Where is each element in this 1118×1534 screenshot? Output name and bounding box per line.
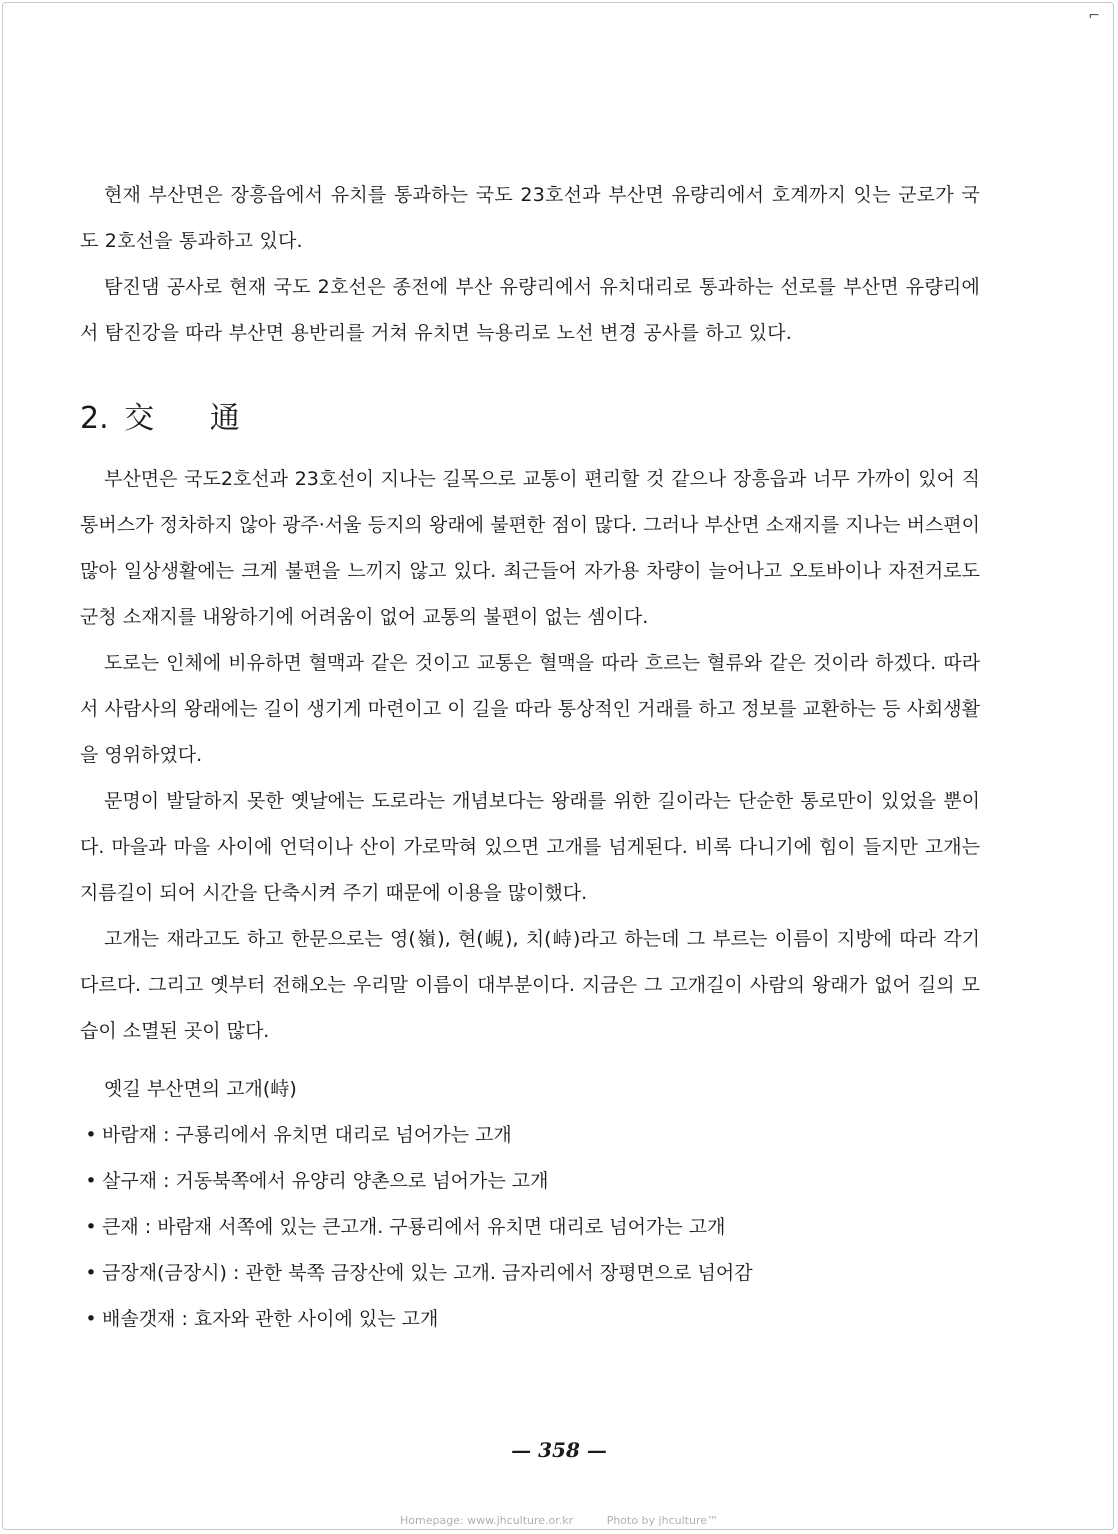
list-item — [80, 1112, 980, 1158]
list-item-text: 바람재 : 구룡리에서 유치면 대리로 넘어가는 고개 — [102, 1124, 512, 1146]
bullet-icon: • — [85, 1216, 97, 1238]
passes-heading: 옛길 부산면의 고개(峙) — [104, 1078, 297, 1100]
list-item-text: 살구재 : 거동북쪽에서 유양리 양촌으로 넘어가는 고개 — [102, 1170, 549, 1192]
footer — [0, 1514, 1118, 1527]
list-item-text: 큰재 : 바람재 서쪽에 있는 큰고개. 구룡리에서 유치면 대리로 넘어가는 고개 — [102, 1216, 726, 1238]
list-item — [80, 1158, 980, 1204]
list-item — [80, 1204, 980, 1250]
bullet-icon: • — [85, 1308, 97, 1330]
corner-mark: ⌐ — [1088, 8, 1100, 24]
footer-photo-credit: Photo by jhculture™ — [606, 1514, 718, 1527]
body-paragraph-1: 부산면은 국도2호선과 23호선이 지나는 길목으로 교통이 편리할 것 같으나 장흥읍과 너무 가까이 있어 직통버스가 정차하지 않아 광주·서울 등지의 왕래에 불편한 점이 많다. 그러나 부산면 소재지를 지나는 버스편이 많아 일상생활에는 크게 불편을 느끼지 않고 있다. 최근들어 자가용 차량이 늘어나고 오토바이나 자전거로도 군청 소재지를 내왕하기에 어려움이 없어 교통의 불편이 없는 셈이다. — [80, 468, 980, 628]
document-content — [80, 172, 980, 1342]
bullet-icon: • — [85, 1262, 97, 1284]
bullet-icon: • — [85, 1124, 97, 1146]
footer-homepage: Homepage: www.jhculture.or.kr — [399, 1514, 574, 1527]
section-title-char-2: 通 — [209, 401, 240, 436]
section-number: 2. — [80, 401, 109, 436]
intro-paragraph-2: 탐진댐 공사로 현재 국도 2호선은 종전에 부산 유량리에서 유치대리로 통과하는 선로를 부산면 유량리에서 탐진강을 따라 부산면 용반리를 거쳐 유치면 늑용리로 노선 변경 공사를 하고 있다. — [80, 276, 980, 344]
list-item-text: 금장재(금장시) : 관한 북쪽 금장산에 있는 고개. 금자리에서 장평면으로 넘어감 — [102, 1262, 753, 1284]
body-paragraph-3: 문명이 발달하지 못한 옛날에는 도로라는 개념보다는 왕래를 위한 길이라는 단순한 통로만이 있었을 뿐이다. 마을과 마을 사이에 언덕이나 산이 가로막혀 있으면 고개를 넘게된다. 비록 다니기에 힘이 들지만 고개는 지름길이 되어 시간을 단축시켜 주기 때문에 이용을 많이했다. — [80, 790, 980, 904]
passes-list — [80, 1112, 980, 1342]
page-number: — 358 — — [511, 1438, 607, 1462]
list-item — [80, 1250, 980, 1296]
body-paragraph-4: 고개는 재라고도 하고 한문으로는 영(嶺), 현(峴), 치(峙)라고 하는데 그 부르는 이름이 지방에 따라 각기 다르다. 그리고 옛부터 전해오는 우리말 이름이 대부분이다. 지금은 그 고개길이 사람의 왕래가 없어 길의 모습이 소멸된 곳이 많다. — [80, 928, 980, 1042]
intro-paragraph-1: 현재 부산면은 장흥읍에서 유치를 통과하는 국도 23호선과 부산면 유량리에서 호계까지 잇는 군로가 국도 2호선을 통과하고 있다. — [80, 184, 980, 252]
section-title-char-1: 交 — [124, 401, 155, 436]
bullet-icon: • — [85, 1170, 97, 1192]
body-paragraph-2: 도로는 인체에 비유하면 혈맥과 같은 것이고 교통은 혈맥을 따라 흐르는 혈류와 같은 것이라 하겠다. 따라서 사람사의 왕래에는 길이 생기게 마련이고 이 길을 따라 통상적인 거래를 하고 정보를 교환하는 등 사회생활을 영위하였다. — [80, 652, 980, 766]
section-heading — [80, 394, 980, 444]
list-item-text: 배솔갯재 : 효자와 관한 사이에 있는 고개 — [102, 1308, 439, 1330]
list-item — [80, 1296, 980, 1342]
